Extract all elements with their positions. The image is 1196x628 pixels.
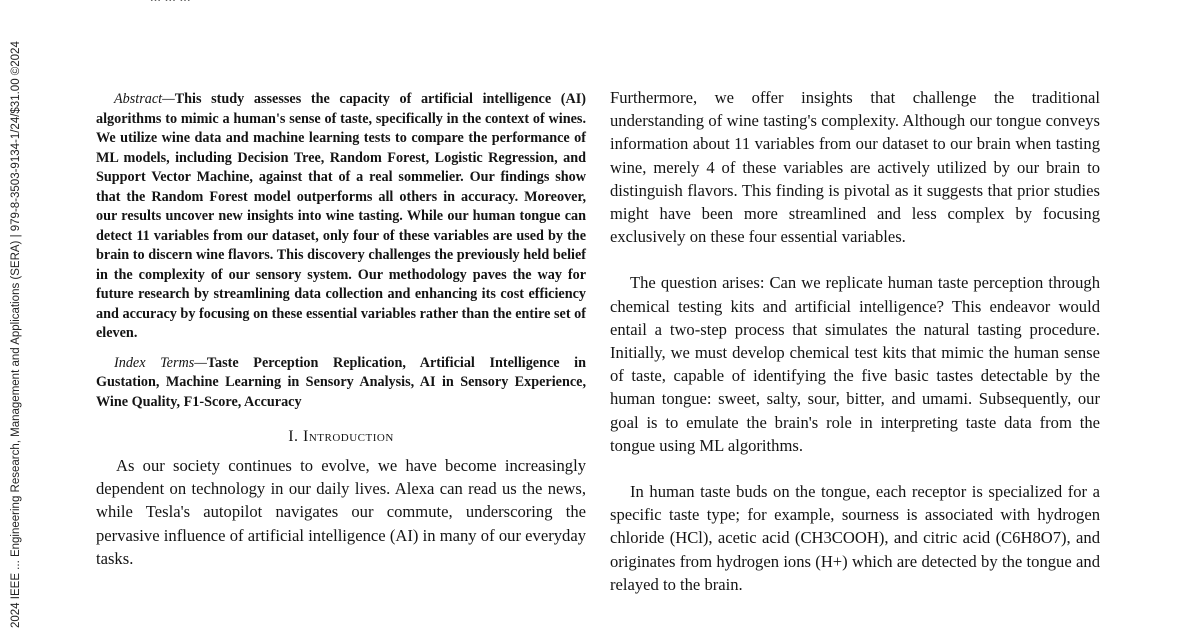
abstract-text: This study assesses the capacity of artificial intelligence (AI) algorithms to mimic a human's sense of taste, specifically in the context of wines. We utilize wine data and machine learning tests to compare the performance of ML models, including Decision Tree, Random Forest, Logistic Regression, and Support Vector Machine, against that of a real sommelier. Our findings show that the Random Forest model outperforms all others in accuracy. Moreover, our results uncover new insights into wine tasting. While our human tongue can detect 11 variables from our dataset, only four of these variables are used by the brain to discern wine flavors. This discovery challenges the previously held belief in the complexity of our sensory system. Our methodology paves the way for future research by streamlining data collection and enhancing its cost efficiency and accuracy by focusing on these essential variables rather than the entire set of eleven. [96,91,586,341]
introduction-paragraph: As our society continues to evolve, we have become increasingly dependent on technology in our daily lives. Alexa can read us the news, while Tesla's autopilot navigates our commute, underscoring the pervasive influence of artificial intelligence (AI) in many of our everyday tasks. [96,456,586,568]
right-column [610,86,1100,596]
body-paragraph-2: The question arises: Can we replicate human taste perception through chemical testing kits and artificial intelligence? This endeavor would entail a two-step process that simulates the natural tasting procedure. Initially, we must develop chemical test kits that mimic the human sense of taste, capable of identifying the five basic tastes detectable by the human tongue: sweet, salty, sour, bitter, and umami. Subsequently, our goal is to emulate the brain's role in interpreting taste data from the tongue using ML algorithms. [610,273,1100,455]
page-header-fragment [150,0,1050,4]
left-column [96,90,586,570]
section-heading-introduction: I. Introduction [288,428,394,445]
index-terms [96,354,586,413]
abstract [96,90,586,344]
index-terms-lead: Index Terms— [114,354,207,371]
conference-copyright-line: 2024 IEEE ... Engineering Research, Management and Applications (SERA) | 979-8-3503-9134-1/24/$31.00 ©2024 [10,41,22,628]
body-paragraph-3: In human taste buds on the tongue, each receptor is specialized for a specific taste type; for example, sourness is associated with hydrogen chloride (HCl), acetic acid (CH3COOH), and citric acid (C6H8O7), and originates from hydrogen ions (H+) which are detected by the tongue and relayed to the brain. [610,482,1100,594]
side-margin-strip [0,0,32,628]
index-terms-text: Taste Perception Replication, Artificial Intelligence in Gustation, Machine Learning in Sensory Analysis, AI in Sensory Experience, Wine Quality, F1-Score, Accuracy [96,354,586,410]
abstract-lead: Abstract— [114,91,175,107]
body-paragraph-1: Furthermore, we offer insights that challenge the traditional understanding of wine tasting's complexity. Although our tongue conveys information about 11 variables from our dataset to our brain when tasting wine, merely 4 of these variables are actively utilized by our brain to distinguish flavors. This finding is pivotal as it suggests that prior studies might have been more streamlined and less complex by focusing exclusively on these four essential variables. [610,88,1100,247]
